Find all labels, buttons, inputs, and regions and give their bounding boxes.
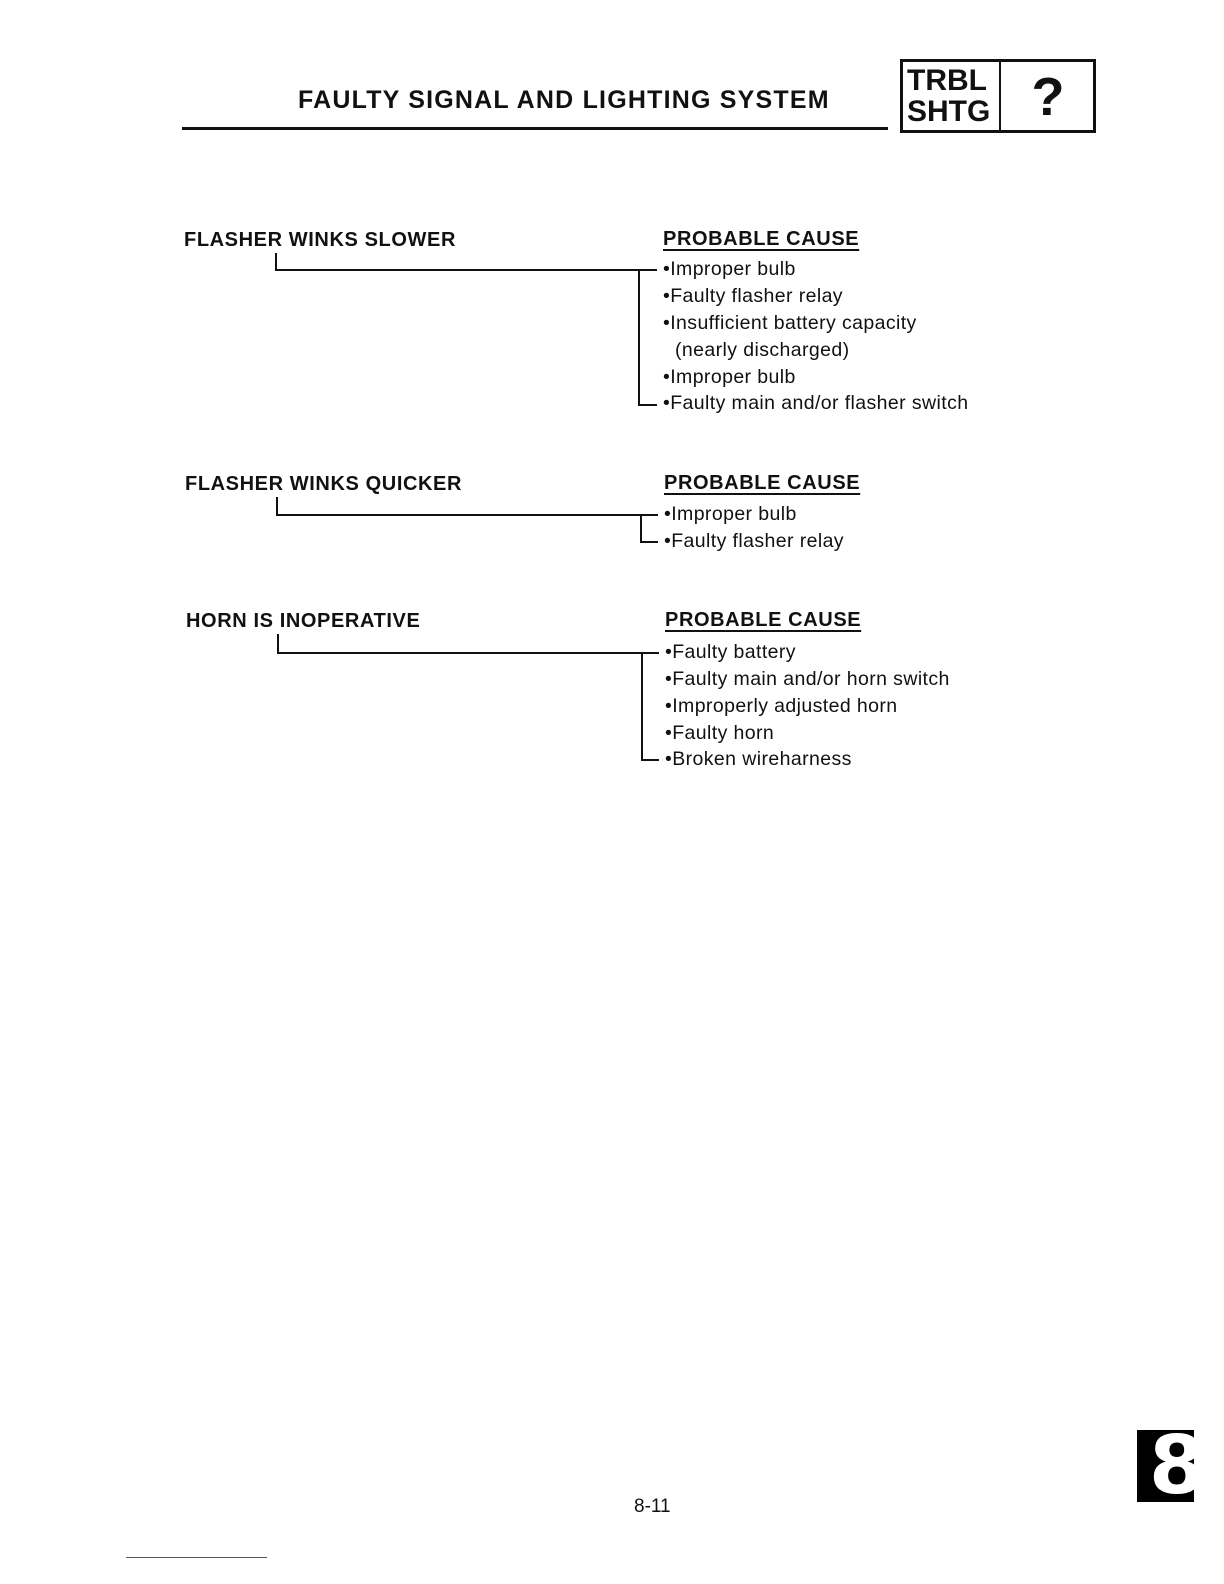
connector-bracket xyxy=(640,514,642,543)
connector-line xyxy=(275,269,657,271)
page-title: FAULTY SIGNAL AND LIGHTING SYSTEM xyxy=(298,86,830,114)
cause-item: •Faulty main and/or flasher switch xyxy=(663,392,969,414)
symptom-flasher-winks-slower: FLASHER WINKS SLOWER xyxy=(184,229,456,251)
symptom-flasher-winks-quicker: FLASHER WINKS QUICKER xyxy=(185,473,463,495)
cause-item: •Insufficient battery capacity xyxy=(663,312,917,334)
page-number: 8-11 xyxy=(634,1496,671,1517)
connector-line xyxy=(277,634,279,652)
cause-item: (nearly discharged) xyxy=(675,339,850,361)
question-mark-icon: ? xyxy=(1031,67,1065,127)
probable-cause-heading: PROBABLE CAUSE xyxy=(663,228,860,250)
connector-bracket xyxy=(641,652,643,761)
trbl-shtg-badge xyxy=(900,59,1096,133)
cause-item: •Improperly adjusted horn xyxy=(665,695,898,717)
connector-line xyxy=(640,541,658,543)
connector-line xyxy=(276,497,278,514)
footer-rule xyxy=(126,1557,267,1558)
header-rule xyxy=(182,127,888,130)
cause-item: •Faulty flasher relay xyxy=(664,530,844,552)
connector-line xyxy=(277,652,659,654)
cause-item: •Faulty horn xyxy=(665,722,775,744)
badge-line-2: SHTG xyxy=(907,95,991,128)
connector-line xyxy=(641,759,659,761)
cause-item: •Broken wireharness xyxy=(665,748,852,770)
badge-text xyxy=(903,62,1001,130)
cause-item: •Improper bulb xyxy=(663,366,796,388)
cause-item: •Faulty flasher relay xyxy=(663,285,843,307)
symptom-horn-is-inoperative: HORN IS INOPERATIVE xyxy=(186,610,421,632)
connector-line xyxy=(275,253,277,270)
connector-bracket xyxy=(638,269,640,406)
section-tab xyxy=(1137,1419,1205,1512)
connector-line xyxy=(638,404,657,406)
badge-line-1: TRBL xyxy=(907,64,987,97)
cause-item: •Improper bulb xyxy=(663,258,796,280)
section-tab-number: 8 xyxy=(1149,1419,1205,1512)
cause-item: •Faulty main and/or horn switch xyxy=(665,668,950,690)
cause-item: •Faulty battery xyxy=(665,641,796,663)
cause-item: •Improper bulb xyxy=(664,503,797,525)
probable-cause-heading: PROBABLE CAUSE xyxy=(664,472,861,494)
connector-line xyxy=(276,514,658,516)
probable-cause-heading: PROBABLE CAUSE xyxy=(665,609,862,631)
